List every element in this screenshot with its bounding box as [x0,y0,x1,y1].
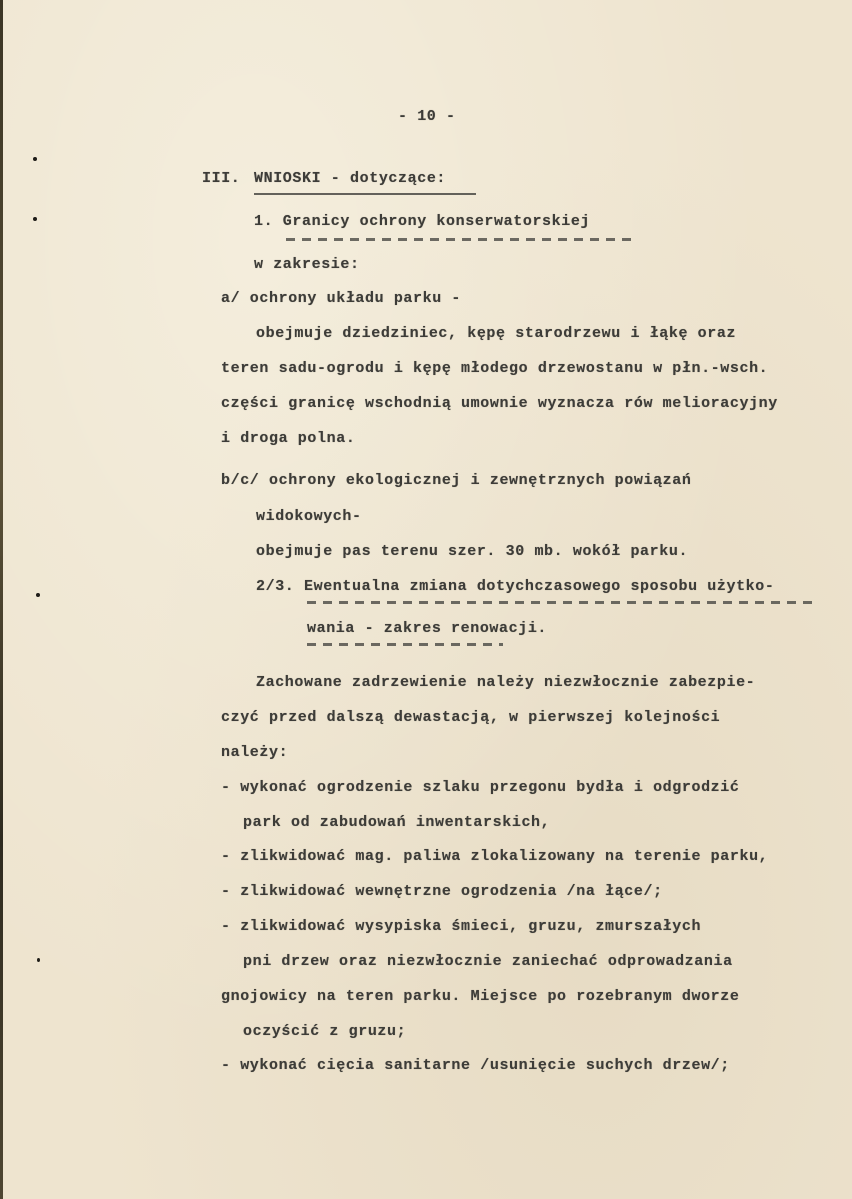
subsection-23-heading-cont: wania - zakres renowacji. [307,620,548,637]
paragraph-line: należy: [221,744,289,761]
subsection-1-intro: w zakresie: [254,256,360,273]
point-bc-label-cont: widokowych- [256,508,362,525]
subsection-23-underline [307,601,813,604]
point-bc-label: b/c/ ochrony ekologicznej i zewnętrznych powiązań [221,472,692,489]
subsection-1-underline [286,238,632,241]
point-a-line: obejmuje dziedziniec, kępę starodrzewu i łąkę oraz [256,325,737,342]
bullet-item-cont: park od zabudowań inwentarskich, [243,814,551,831]
section-number: III. [202,170,241,187]
bullet-item-cont: gnojowicy na teren parku. Miejsce po rozebranym dworze [221,988,740,1005]
section-title-underline [254,193,476,195]
bullet-item: - zlikwidować mag. paliwa zlokalizowany na terenie parku, [221,848,769,865]
bullet-item-cont: oczyścić z gruzu; [243,1023,407,1040]
page-number: - 10 - [398,108,456,125]
bullet-item: - wykonać cięcia sanitarne /usunięcie suchych drzew/; [221,1057,730,1074]
point-bc-line: obejmuje pas terenu szer. 30 mb. wokół parku. [256,543,689,560]
subsection-1-heading: 1. Granicy ochrony konserwatorskiej [254,213,591,230]
paragraph-line: czyć przed dalszą dewastacją, w pierwszej kolejności [221,709,721,726]
section-title: WNIOSKI - dotyczące: [254,170,447,187]
paragraph-line: Zachowane zadrzewienie należy niezwłocznie zabezpie- [256,674,756,691]
bullet-item: - wykonać ogrodzenie szlaku przegonu bydła i odgrodzić [221,779,740,796]
margin-dot-icon [33,217,37,221]
margin-dot-icon [33,157,37,161]
bullet-item: - zlikwidować wysypiska śmieci, gruzu, zmurszałych [221,918,702,935]
point-a-line: teren sadu-ogrodu i kępę młodego drzewostanu w płn.-wsch. [221,360,769,377]
scan-left-edge [0,0,3,1199]
point-a-label: a/ ochrony układu parku - [221,290,462,307]
bullet-item-cont: pni drzew oraz niezwłocznie zaniechać odprowadzania [243,953,733,970]
subsection-23-heading: 2/3. Ewentualna zmiana dotychczasowego sposobu użytko- [256,578,775,595]
point-a-line: i droga polna. [221,430,356,447]
point-a-line: części granicę wschodnią umownie wyznacza rów melioracyjny [221,395,778,412]
subsection-23-underline-cont [307,643,503,646]
bullet-item: - zlikwidować wewnętrzne ogrodzenia /na łące/; [221,883,663,900]
margin-dot-icon [37,958,40,962]
margin-dot-icon [36,593,40,597]
